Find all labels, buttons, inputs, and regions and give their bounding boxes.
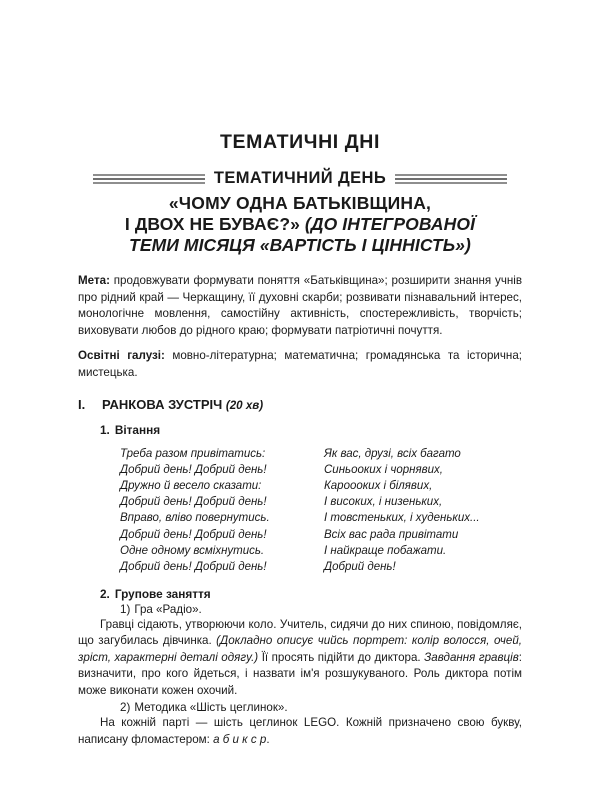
sub-item-label: Методика «Шість цеглинок». xyxy=(134,701,288,715)
poem-line: І найкраще побажати. xyxy=(324,544,447,557)
poem-line: Треба разом привітатись: xyxy=(120,448,266,461)
radio-text-2: Її просять підійти до диктора. xyxy=(258,650,425,664)
poem-column-left xyxy=(78,446,316,575)
section-heading-morning-meeting xyxy=(78,397,522,412)
sub-item-label: Гра «Радіо». xyxy=(134,602,202,616)
poem-line: Як вас, друзі, всіх багато xyxy=(324,448,461,461)
radio-text-3: : визначити, про кого йдеться, і назвати ім'я розшукуваного. Роль диктора потім може виконати кожен охочий. xyxy=(78,650,523,697)
lego-letters: а б и к с р xyxy=(213,732,267,746)
ornament-rule-left xyxy=(93,174,205,184)
lego-text-1: На кожній парті — шість цеглинок LEGO. Кожній призначено свою букву, написану фломастером: xyxy=(78,716,522,746)
poem-line: Дружно й весело сказати: xyxy=(120,480,262,493)
poem-line: І товстеньких, і худеньких... xyxy=(324,512,480,525)
poem-line: І високих, і низеньких, xyxy=(324,496,443,509)
page-title: ТЕМАТИЧНІ ДНІ xyxy=(219,131,380,153)
sub-item-number: 2) xyxy=(120,701,131,715)
list-item-greeting xyxy=(100,423,522,437)
branches-text: мовно-літературна; математична; громадянська та історична; мистецька. xyxy=(78,349,523,379)
theme-title-line-2-plain: І ДВОХ НЕ БУВАЄ?» xyxy=(124,214,305,235)
subtitle-heading: ТЕМАТИЧНИЙ ДЕНЬ xyxy=(213,169,387,188)
poem-line: Добрий день! Добрий день! xyxy=(120,528,267,541)
poem-line: Кароооких і білявих, xyxy=(324,480,433,493)
radio-italic-2: Завдання гравців xyxy=(424,650,519,664)
poem-line: Добрий день! Добрий день! xyxy=(120,464,267,477)
item-label: Групове заняття xyxy=(114,586,211,601)
six-bricks-description xyxy=(78,715,522,748)
poem-line: Добрий день! xyxy=(324,560,396,573)
goal-text: продовжувати формувати поняття «Батьківщина»; розширити знання учнів про рідний край — Черкащину, її духовні скарби; розвивати пізнавальний інтерес, монологічне мовлення, самостійну активність, спостережливість, творчість; виховувати любов до рідного краю; формувати патріотичні почуття. xyxy=(78,274,522,337)
poem-line: Одне одному всміхнутись. xyxy=(120,544,265,557)
branches-label: Освітні галузі: xyxy=(78,349,165,363)
poem-line: Добрий день! Добрий день! xyxy=(120,496,267,509)
theme-title-line-3: ТЕМИ МІСЯЦЯ «ВАРТІСТЬ І ЦІННІСТЬ») xyxy=(129,234,471,255)
poem-line: Всіх вас рада привітати xyxy=(324,528,459,541)
item-label: Вітання xyxy=(114,423,161,438)
goal-paragraph xyxy=(78,273,522,339)
item-number: 1. xyxy=(100,423,110,438)
item-number: 2. xyxy=(100,586,110,601)
poem-line: Вправо, вліво повернутись. xyxy=(120,512,270,525)
sub-item-number: 1) xyxy=(120,602,131,616)
radio-game-description xyxy=(78,617,522,699)
theme-title-line-2-italic: (ДО ІНТЕГРОВАНОЇ xyxy=(304,214,476,235)
section-title-text: РАНКОВА ЗУСТРІЧ xyxy=(102,397,223,413)
radio-text-1: Гравці сідають, утворюючи коло. Учитель, сидячи до них спиною, повідомляє, що загубилась дівчинка. xyxy=(78,617,522,648)
section-number: I. xyxy=(78,397,86,413)
section-title xyxy=(102,397,263,412)
goal-label: Мета: xyxy=(78,274,110,288)
subtitle-header-row xyxy=(78,169,522,188)
sub-item-radio-game xyxy=(120,603,522,616)
sub-item-six-bricks xyxy=(120,701,522,714)
list-item-group-activity xyxy=(100,587,522,601)
section-duration: (20 хв) xyxy=(225,399,264,413)
greeting-poem xyxy=(78,446,522,575)
branches-paragraph xyxy=(78,348,522,381)
theme-title-line-1: «ЧОМУ ОДНА БАТЬКІВЩИНА, xyxy=(168,193,432,214)
poem-column-right xyxy=(316,446,522,575)
theme-title-line-2 xyxy=(78,214,522,235)
poem-line: Добрий день! Добрий день! xyxy=(120,560,267,573)
ornament-rule-right xyxy=(395,174,507,184)
poem-line: Синьооких і чорнявих, xyxy=(324,464,443,477)
radio-italic-1: (Докладно описує чийсь портрет: колір волосся, очей, зріст, характерні деталі одягу.) xyxy=(78,634,522,664)
lego-text-2: . xyxy=(266,732,270,746)
